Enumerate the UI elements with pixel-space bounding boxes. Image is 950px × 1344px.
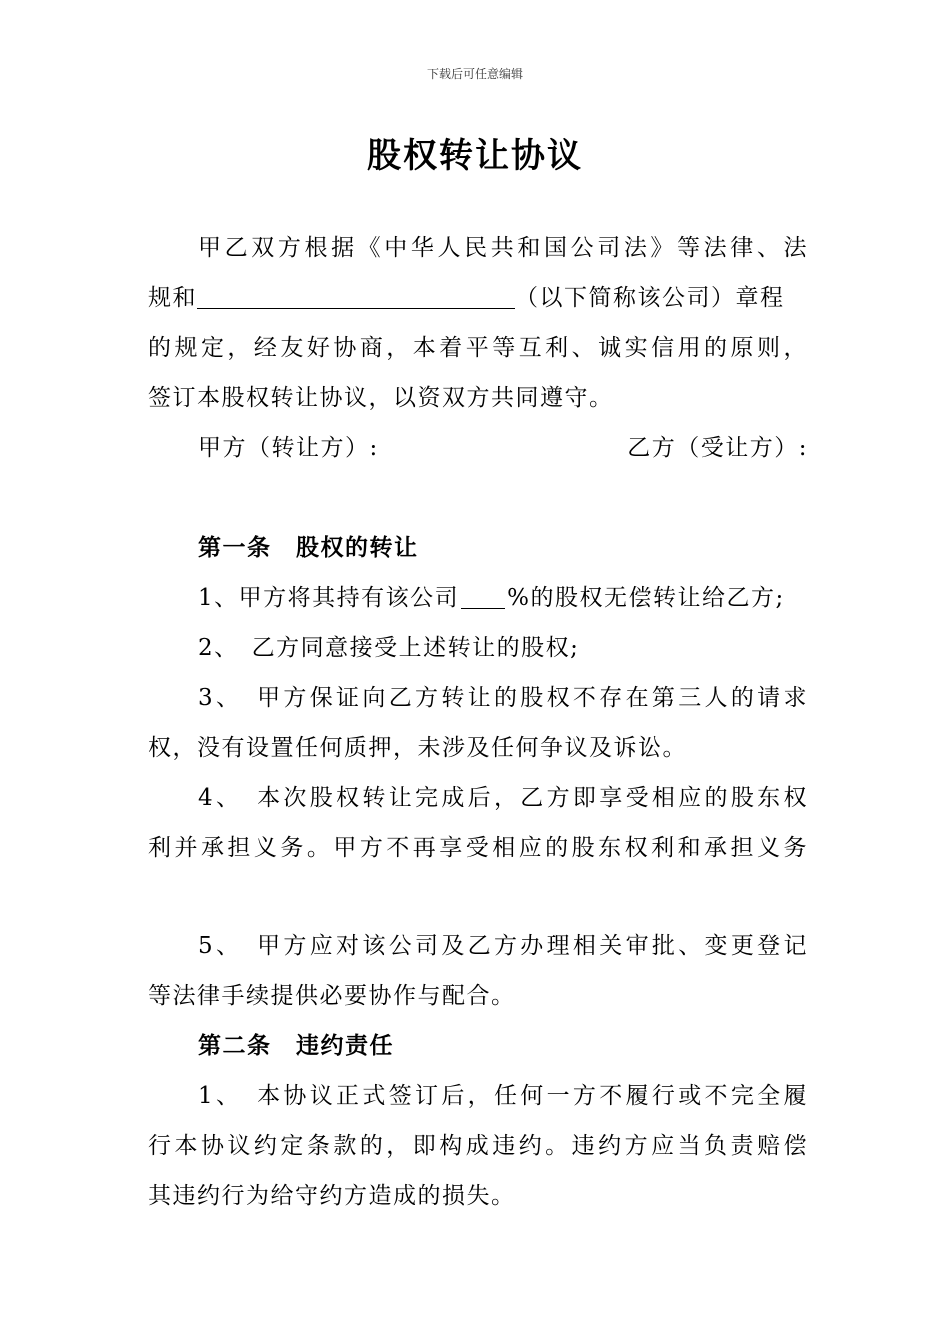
- company-name-blank[interactable]: [197, 286, 515, 309]
- article-1-item-5-line-2: 等法律手续提供必要协作与配合。: [148, 983, 516, 1009]
- article-1-item-1-start: 1、甲方将其持有该公司: [198, 585, 460, 611]
- intro-line-2: [148, 283, 808, 313]
- parties-row: [198, 433, 808, 463]
- article-1-heading: 第一条 股权的转让: [198, 534, 419, 561]
- article-1-item-2: 2、 乙方同意接受上述转让的股权;: [198, 635, 580, 661]
- article-1-item-1-end: %的股权无偿转让给乙方;: [507, 585, 785, 611]
- party-b-label: 乙方（受让方）:: [627, 435, 808, 461]
- document-title: 股权转让协议: [367, 136, 583, 176]
- article-2-item-1-line-2: 行本协议约定条款的，即构成违约。违约方应当负责赔偿: [148, 1133, 808, 1159]
- intro-line-2-end: （以下简称该公司）章程: [515, 285, 785, 311]
- article-1-item-1: [198, 583, 808, 613]
- intro-line-2-start: 规和: [148, 285, 197, 311]
- header-note: 下载后可任意编辑: [426, 67, 523, 81]
- article-1-item-3-line-1: 3、 甲方保证向乙方转让的股权不存在第三人的请求: [198, 685, 808, 711]
- article-1-item-4-line-1: 4、 本次股权转让完成后，乙方即享受相应的股东权: [198, 785, 808, 811]
- article-1-item-4-line-2: 利并承担义务。甲方不再享受相应的股东权利和承担义务: [148, 835, 808, 861]
- article-2-heading: 第二条 违约责任: [198, 1032, 394, 1059]
- party-a-label: 甲方（转让方）:: [198, 435, 379, 461]
- intro-line-3: 的规定，经友好协商，本着平等互利、诚实信用的原则，: [148, 335, 808, 361]
- article-1-item-3-line-2: 权，没有设置任何质押，未涉及任何争议及诉讼。: [148, 735, 687, 761]
- article-2-item-1-line-3: 其违约行为给守约方造成的损失。: [148, 1183, 516, 1209]
- article-2-item-1-line-1: 1、 本协议正式签订后，任何一方不履行或不完全履: [198, 1083, 808, 1109]
- intro-line-1: 甲乙双方根据《中华人民共和国公司法》等法律、法: [198, 235, 808, 261]
- share-percent-blank[interactable]: [461, 586, 505, 609]
- intro-line-4: 签订本股权转让协议，以资双方共同遵守。: [148, 385, 614, 411]
- article-1-item-5-line-1: 5、 甲方应对该公司及乙方办理相关审批、变更登记: [198, 933, 808, 959]
